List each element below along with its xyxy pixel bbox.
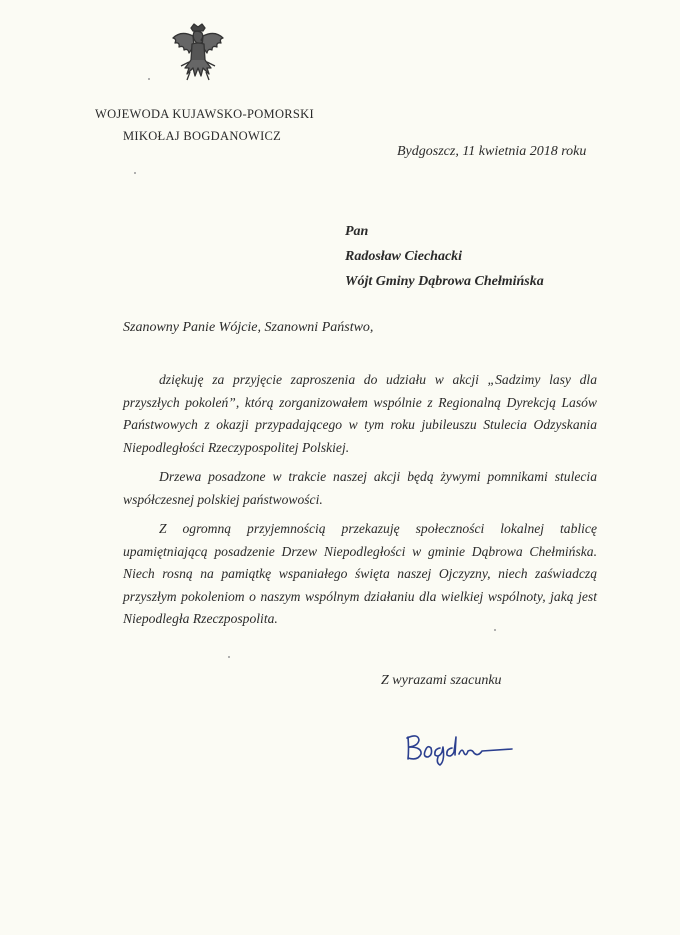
body-paragraph: dziękuję za przyjęcie zaproszenia do udziału w akcji „Sadzimy lasy dla przyszłych pokoleń”, którą zorganizowałem wspólnie z Regionalną Dyrekcją Lasów Państwowych z okazji przypadającego w tym roku jubileuszu Stulecia Odzyskania Niepodległości Rzeczypospolitej Polskiej. (123, 372, 597, 455)
recipient-position: Wójt Gminy Dąbrowa Chełmińska (345, 274, 544, 289)
closing: Z wyrazami szacunku (381, 673, 502, 688)
body-paragraph: Drzewa posadzone w trakcie naszej akcji będą żywymi pomnikami stulecia współczesnej polskiej państwowości. (123, 469, 597, 507)
eagle-emblem-icon (167, 22, 229, 90)
paper-speck (228, 656, 230, 658)
paper-speck (494, 629, 496, 631)
paper-speck (148, 78, 150, 80)
recipient-salutation: Pan (345, 224, 369, 239)
recipient-block (345, 219, 544, 294)
body-paragraph: Z ogromną przyjemnością przekazuję społeczności lokalnej tablicę upamiętniającą posadzenie Drzew Niepodległości w gminie Dąbrowa Chełmińska. Niech rosną na pamiątkę wspaniałego święta naszej Ojczyzny, niech zaświadczą przyszłym pokoleniom o naszym wspólnym działaniu dla wielkiej wspólnoty, jaką jest Niepodległa Rzeczpospolita. (123, 521, 597, 626)
sender-title: WOJEWODA KUJAWSKO-POMORSKI (95, 107, 314, 121)
sender-name: MIKOŁAJ BOGDANOWICZ (123, 129, 282, 143)
recipient-name: Radosław Ciechacki (345, 249, 463, 264)
letter-date: Bydgoszcz, 11 kwietnia 2018 roku (397, 144, 587, 159)
sender-header (95, 103, 314, 147)
signature (402, 727, 517, 767)
letter-body (123, 369, 597, 638)
greeting: Szanowny Panie Wójcie, Szanowni Państwo, (123, 320, 374, 335)
paper-speck (134, 172, 136, 174)
